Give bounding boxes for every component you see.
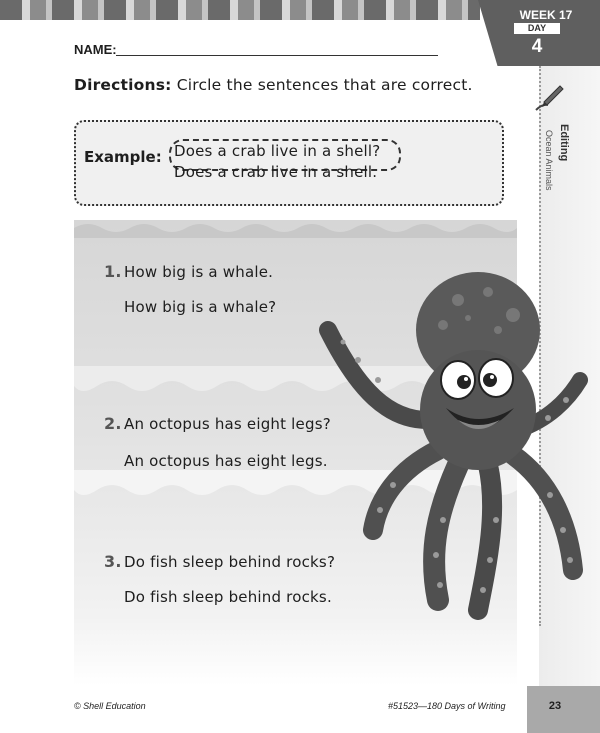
footer-publisher: © Shell Education [74, 701, 146, 711]
day-label: DAY [514, 23, 560, 34]
item-option-b: Do fish sleep behind rocks. [124, 588, 332, 606]
list-item[interactable] [104, 262, 273, 281]
example-label: Example: [84, 148, 162, 166]
item-number: 3. [104, 552, 122, 571]
pen-icon [532, 80, 566, 114]
example-box [74, 120, 504, 206]
item-option-b: How big is a whale? [124, 298, 277, 316]
day-number: 4 [531, 36, 543, 57]
example-correct-sentence: Does a crab live in a shell? [174, 142, 381, 160]
section-label: Editing [558, 124, 570, 162]
list-item[interactable] [124, 588, 332, 606]
item-option-a: How big is a whale. [124, 263, 274, 281]
footer-book: #51523—180 Days of Writing [388, 701, 506, 711]
directions-label: Directions: [74, 76, 172, 94]
wave-decoration-top [74, 220, 517, 238]
top-border-decoration [0, 0, 480, 20]
page-number: 23 [548, 700, 562, 712]
topic-label: Ocean Animals [544, 130, 554, 191]
list-item[interactable] [104, 552, 335, 571]
list-item[interactable] [124, 452, 328, 470]
item-number: 2. [104, 414, 122, 433]
name-label: NAME: [74, 42, 117, 57]
item-option-b: An octopus has eight legs. [124, 452, 328, 470]
directions [74, 76, 473, 94]
directions-text: Circle the sentences that are correct. [171, 76, 473, 94]
list-item[interactable] [104, 414, 331, 433]
octopus-illustration [318, 270, 588, 620]
week-label: WEEK 17 [519, 8, 573, 22]
item-option-a: An octopus has eight legs? [124, 415, 331, 433]
example-incorrect-sentence: Does a crab live in a shell. [174, 163, 378, 181]
item-number: 1. [104, 262, 122, 281]
list-item[interactable] [124, 298, 276, 316]
item-option-a: Do fish sleep behind rocks? [124, 553, 336, 571]
name-input-line[interactable] [116, 55, 438, 56]
